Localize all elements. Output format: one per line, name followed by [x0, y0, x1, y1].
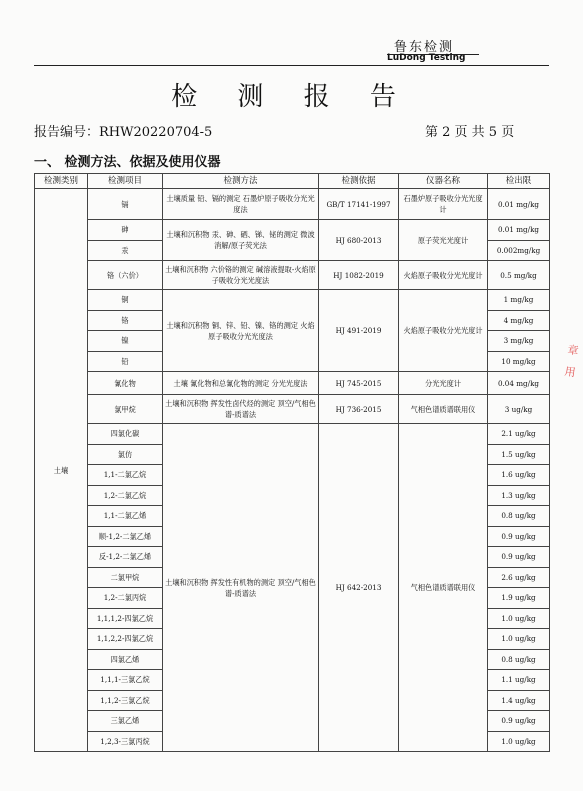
header-instrument: 仪器名称	[399, 174, 488, 189]
item-cell: 顺-1,2-二氯乙烯	[88, 526, 163, 547]
limit-cell: 0.9 ug/kg	[488, 711, 550, 732]
limit-cell: 0.8 ug/kg	[488, 649, 550, 670]
instrument-cell: 火焰原子吸收分光光度计	[399, 261, 488, 290]
instrument-cell: 气相色谱质谱联用仪	[399, 395, 488, 424]
header-standard: 检测依据	[319, 174, 399, 189]
item-cell: 反-1,2-二氯乙烯	[88, 547, 163, 568]
item-cell: 四氯化碳	[88, 424, 163, 445]
limit-cell: 1.5 ug/kg	[488, 444, 550, 465]
instrument-cell: 石墨炉原子吸收分光光度计	[399, 189, 488, 220]
limit-cell: 0.5 mg/kg	[488, 261, 550, 290]
item-cell: 1,1,1,2-四氯乙烷	[88, 608, 163, 629]
item-cell: 1,2,3-三氯丙烷	[88, 731, 163, 752]
table-row	[35, 290, 550, 311]
item-cell: 氰化物	[88, 372, 163, 395]
limit-cell: 1.3 ug/kg	[488, 485, 550, 506]
item-cell: 1,1,2-三氯乙烷	[88, 690, 163, 711]
header-category: 检测类别	[35, 174, 88, 189]
method-cell: 土壤和沉积物 六价铬的测定 碱溶液提取-火焰原子吸收分光光度法	[163, 261, 319, 290]
category-cell: 土壤	[35, 189, 88, 752]
header-limit: 检出限	[488, 174, 550, 189]
item-cell: 1,1-二氯乙烯	[88, 506, 163, 527]
limit-cell: 1.0 ug/kg	[488, 608, 550, 629]
limit-cell: 0.9 ug/kg	[488, 547, 550, 568]
limit-cell: 1.0 ug/kg	[488, 731, 550, 752]
method-cell: 土壤 氰化物和总氰化物的测定 分光光度法	[163, 372, 319, 395]
table-row	[35, 261, 550, 290]
limit-cell: 1.0 ug/kg	[488, 629, 550, 650]
limit-cell: 0.01 mg/kg	[488, 220, 550, 241]
instrument-cell: 气相色谱质谱联用仪	[399, 424, 488, 752]
item-cell: 1,1-二氯乙烷	[88, 465, 163, 486]
limit-cell: 0.8 ug/kg	[488, 506, 550, 527]
item-cell: 四氯乙烯	[88, 649, 163, 670]
item-cell: 1,2-二氯乙烷	[88, 485, 163, 506]
method-cell: 土壤和沉积物 挥发性有机物的测定 顶空/气相色谱-质谱法	[163, 424, 319, 752]
standard-cell: HJ 642-2013	[319, 424, 399, 752]
table-row	[35, 424, 550, 445]
item-cell: 砷	[88, 220, 163, 241]
instrument-cell: 原子荧光光度计	[399, 220, 488, 261]
limit-cell: 0.01 mg/kg	[488, 189, 550, 220]
limit-cell: 4 mg/kg	[488, 310, 550, 331]
item-cell: 三氯乙烯	[88, 711, 163, 732]
method-cell: 土壤和沉积物 汞、砷、硒、锑、铋的测定 微波消解/原子荧光法	[163, 220, 319, 261]
limit-cell: 1.6 ug/kg	[488, 465, 550, 486]
limit-cell: 3 ug/kg	[488, 395, 550, 424]
company-name-en: LuDong Testing	[387, 53, 466, 63]
item-cell: 铅	[88, 351, 163, 372]
item-cell: 氯甲烷	[88, 395, 163, 424]
section-heading: 一、 检测方法、依据及使用仪器	[34, 155, 221, 170]
table-row	[35, 395, 550, 424]
page-number: 第 2 页 共 5 页	[425, 125, 515, 140]
table-header-row	[35, 174, 550, 189]
limit-cell: 0.9 ug/kg	[488, 526, 550, 547]
instrument-cell: 火焰原子吸收分光光度计	[399, 290, 488, 372]
header-item: 检测项目	[88, 174, 163, 189]
item-cell: 铬（六价）	[88, 261, 163, 290]
item-cell: 氯仿	[88, 444, 163, 465]
limit-cell: 0.002mg/kg	[488, 240, 550, 261]
method-cell: 土壤质量 铅、镉的测定 石墨炉原子吸收分光光度法	[163, 189, 319, 220]
standard-cell: HJ 745-2015	[319, 372, 399, 395]
limit-cell: 3 mg/kg	[488, 331, 550, 352]
standard-cell: HJ 736-2015	[319, 395, 399, 424]
table-row	[35, 372, 550, 395]
test-method-table	[34, 173, 550, 752]
item-cell: 1,1,1-三氯乙烷	[88, 670, 163, 691]
item-cell: 铜	[88, 290, 163, 311]
report-number: 报告编号：RHW20220704-5	[34, 125, 213, 140]
standard-cell: HJ 491-2019	[319, 290, 399, 372]
limit-cell: 1 mg/kg	[488, 290, 550, 311]
method-cell: 土壤和沉积物 挥发性卤代烃的测定 顶空/气相色谱-质谱法	[163, 395, 319, 424]
standard-cell: HJ 1082-2019	[319, 261, 399, 290]
item-cell: 汞	[88, 240, 163, 261]
table-row	[35, 189, 550, 220]
item-cell: 铬	[88, 310, 163, 331]
standard-cell: GB/T 17141-1997	[319, 189, 399, 220]
company-name-cn: 鲁东检测	[394, 40, 455, 55]
item-cell: 1,1,2,2-四氯乙烷	[88, 629, 163, 650]
limit-cell: 2.1 ug/kg	[488, 424, 550, 445]
limit-cell: 1.9 ug/kg	[488, 588, 550, 609]
limit-cell: 1.4 ug/kg	[488, 690, 550, 711]
table-row	[35, 220, 550, 241]
header-rule	[34, 65, 549, 66]
item-cell: 镉	[88, 189, 163, 220]
limit-cell: 2.6 ug/kg	[488, 567, 550, 588]
item-cell: 镍	[88, 331, 163, 352]
header-method: 检测方法	[163, 174, 319, 189]
seal-stamp: 章用	[563, 343, 580, 380]
page-title: 检 测 报 告	[171, 82, 412, 112]
standard-cell: HJ 680-2013	[319, 220, 399, 261]
item-cell: 1,2-二氯丙烷	[88, 588, 163, 609]
instrument-cell: 分光光度计	[399, 372, 488, 395]
limit-cell: 0.04 mg/kg	[488, 372, 550, 395]
limit-cell: 10 mg/kg	[488, 351, 550, 372]
method-cell: 土壤和沉积物 铜、锌、铅、镍、铬的测定 火焰原子吸收分光光度法	[163, 290, 319, 372]
item-cell: 二氯甲烷	[88, 567, 163, 588]
limit-cell: 1.1 ug/kg	[488, 670, 550, 691]
